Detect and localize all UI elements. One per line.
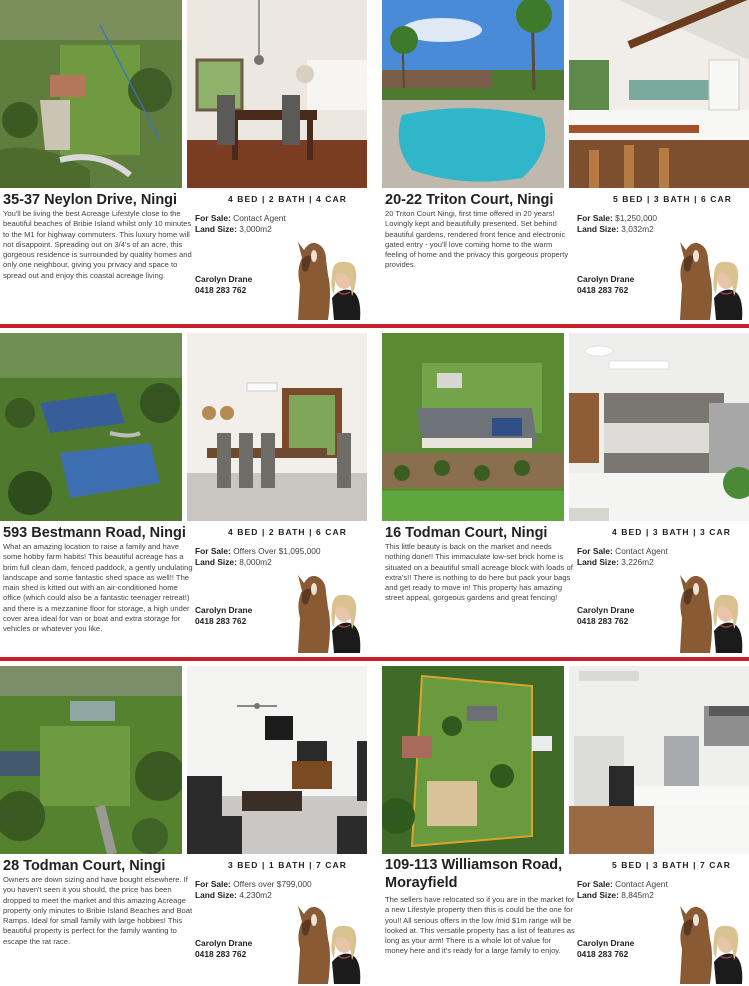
aerial-photo xyxy=(382,333,564,521)
kitchen-photo xyxy=(569,0,749,188)
dining-room-photo xyxy=(187,333,367,521)
agent-portrait xyxy=(288,230,366,320)
property-description: Owners are down sizing and have bought elsewhere. If you haven't seen it you should, the price has been dropped to meet the market and this amazing Acreage property only minutes to Bribie Island Beaches and Boat Ramps. Ideal for small family with large hobbies! This beautiful property is perfect for the family wanting to escape the rat race. xyxy=(3,875,193,946)
land-label: Land Size: xyxy=(195,557,237,567)
agent-portrait xyxy=(288,894,366,984)
agent-phone[interactable]: 0418 283 762 xyxy=(577,616,629,626)
land-value: 3,000m2 xyxy=(239,224,272,234)
agent-contact xyxy=(195,274,252,296)
agent-phone[interactable]: 0418 283 762 xyxy=(195,285,247,295)
listing-card[interactable] xyxy=(382,333,749,653)
property-specs: 5 BED | 3 BATH | 7 CAR xyxy=(612,860,732,870)
land-value: 4,230m2 xyxy=(239,890,272,900)
land-value: 3,226m2 xyxy=(621,557,654,567)
agent-phone[interactable]: 0418 283 762 xyxy=(577,285,629,295)
agent-contact xyxy=(577,605,634,627)
property-description: What an amazing location to raise a family and have some hobby farm habits! This beautiful acreage has a brim full clean dam, fenced paddock, a gently undulating landscape and some fantastic shed space as well!! The main shed is kitted out with an air-conditioned home office (which could also be a fantastic teenager retreat!) and there is a mezzanine floor for storage, a high under cover area ideal for van or boat and extra storage for vehicles or whatever you like. xyxy=(3,542,193,634)
sale-value: Contact Agent xyxy=(615,879,668,889)
listing-card[interactable] xyxy=(0,333,374,653)
sale-info xyxy=(577,879,668,901)
land-value: 3,032m2 xyxy=(621,224,654,234)
property-specs: 3 BED | 1 BATH | 7 CAR xyxy=(228,860,348,870)
land-label: Land Size: xyxy=(195,890,237,900)
agent-contact xyxy=(577,938,634,960)
agent-portrait xyxy=(288,563,366,653)
agent-name: Carolyn Drane xyxy=(577,274,635,284)
property-specs: 4 BED | 2 BATH | 4 CAR xyxy=(228,194,348,204)
property-address: 593 Bestmann Road, Ningi xyxy=(3,525,186,541)
sale-label: For Sale: xyxy=(195,546,231,556)
agent-portrait xyxy=(670,894,748,984)
sale-info xyxy=(577,213,657,235)
agent-name: Carolyn Drane xyxy=(577,938,635,948)
agent-name: Carolyn Drane xyxy=(195,938,253,948)
agent-phone[interactable]: 0418 283 762 xyxy=(195,616,247,626)
sale-info xyxy=(577,546,668,568)
agent-name: Carolyn Drane xyxy=(577,605,635,615)
agent-name: Carolyn Drane xyxy=(195,605,253,615)
property-description: 20 Triton Court Ningi, first time offered in 20 years! Lovingly kept and beautifully presented. Set behind beautiful gardens, rendered front fence and electronic gated entry - you'll love coming home to the warm feeling of home and the privacy this gorgeous property provides. xyxy=(385,209,569,270)
property-address: 20-22 Triton Court, Ningi xyxy=(385,192,554,208)
section-divider xyxy=(0,324,749,328)
agent-phone[interactable]: 0418 283 762 xyxy=(577,949,629,959)
aerial-photo xyxy=(0,333,182,521)
sale-label: For Sale: xyxy=(577,879,613,889)
agent-contact xyxy=(195,605,252,627)
living-room-photo xyxy=(187,666,367,854)
section-divider xyxy=(0,657,749,661)
sale-value: $1,250,000 xyxy=(615,213,658,223)
property-description: The sellers have relocated so if you are in the market for a new Lifestyle property then this is could be the one for you!! All serious offers in the low /mid $1m range will be looked at. This versatile property has a list of features as long as your arm! There is a whole lot of value for money here and it's ready for a large family to enjoy. xyxy=(385,895,575,956)
land-label: Land Size: xyxy=(577,224,619,234)
sale-label: For Sale: xyxy=(195,213,231,223)
agent-name: Carolyn Drane xyxy=(195,274,253,284)
kitchen-photo xyxy=(569,333,749,521)
aerial-photo xyxy=(0,666,182,854)
sale-label: For Sale: xyxy=(195,879,231,889)
listing-card[interactable] xyxy=(0,0,374,320)
property-address: 16 Todman Court, Ningi xyxy=(385,525,548,541)
listing-card[interactable] xyxy=(382,666,749,986)
listing-card[interactable] xyxy=(382,0,749,320)
agent-contact xyxy=(195,938,252,960)
property-address: 35-37 Neylon Drive, Ningi xyxy=(3,192,178,208)
property-address: 109-113 Williamson Road, Morayfield xyxy=(385,857,563,891)
land-value: 8,845m2 xyxy=(621,890,654,900)
sale-value: Contact Agent xyxy=(233,213,286,223)
dining-room-photo xyxy=(187,0,367,188)
property-address: 28 Todman Court, Ningi xyxy=(3,858,166,874)
pool-photo xyxy=(382,0,564,188)
property-description: You'll be living the best Acreage Lifestyle close to the beautiful beaches of Bribie Island whilst only 10 minutes to the M1 for highway commuters. This luxury home will not disappoint. Spreading out on 3/4's of an acre, this gorgeous residence is surrounded by quality homes and only one neighbour, giving you privacy and space to spread out and enjoy this coastal acreage living. xyxy=(3,209,192,280)
sale-label: For Sale: xyxy=(577,546,613,556)
land-label: Land Size: xyxy=(577,890,619,900)
kitchen-photo xyxy=(569,666,749,854)
agent-phone[interactable]: 0418 283 762 xyxy=(195,949,247,959)
agent-portrait xyxy=(670,563,748,653)
land-label: Land Size: xyxy=(577,557,619,567)
sale-value: Contact Agent xyxy=(615,546,668,556)
property-description: This little beauty is back on the market and needs nothing done!! This immaculate low-set brick home is situated on a beautiful small acreage block with loads of extra's!! There is nothing to do here but pack your bags and get ready to move in! This property has amazing street appeal, gorgeous gardens and great fencing! xyxy=(385,542,573,603)
agent-contact xyxy=(577,274,634,296)
aerial-photo xyxy=(382,666,564,854)
sale-value: Offers Over $1,095,000 xyxy=(233,546,321,556)
agent-portrait xyxy=(670,230,748,320)
property-specs: 4 BED | 2 BATH | 6 CAR xyxy=(228,527,348,537)
sale-info xyxy=(195,213,286,235)
sale-value: Offers over $799,000 xyxy=(233,879,312,889)
land-value: 8,000m2 xyxy=(239,557,272,567)
listing-card[interactable] xyxy=(0,666,374,986)
land-label: Land Size: xyxy=(195,224,237,234)
aerial-photo xyxy=(0,0,182,188)
sale-label: For Sale: xyxy=(577,213,613,223)
property-specs: 4 BED | 3 BATH | 3 CAR xyxy=(612,527,732,537)
property-specs: 5 BED | 3 BATH | 6 CAR xyxy=(613,194,733,204)
